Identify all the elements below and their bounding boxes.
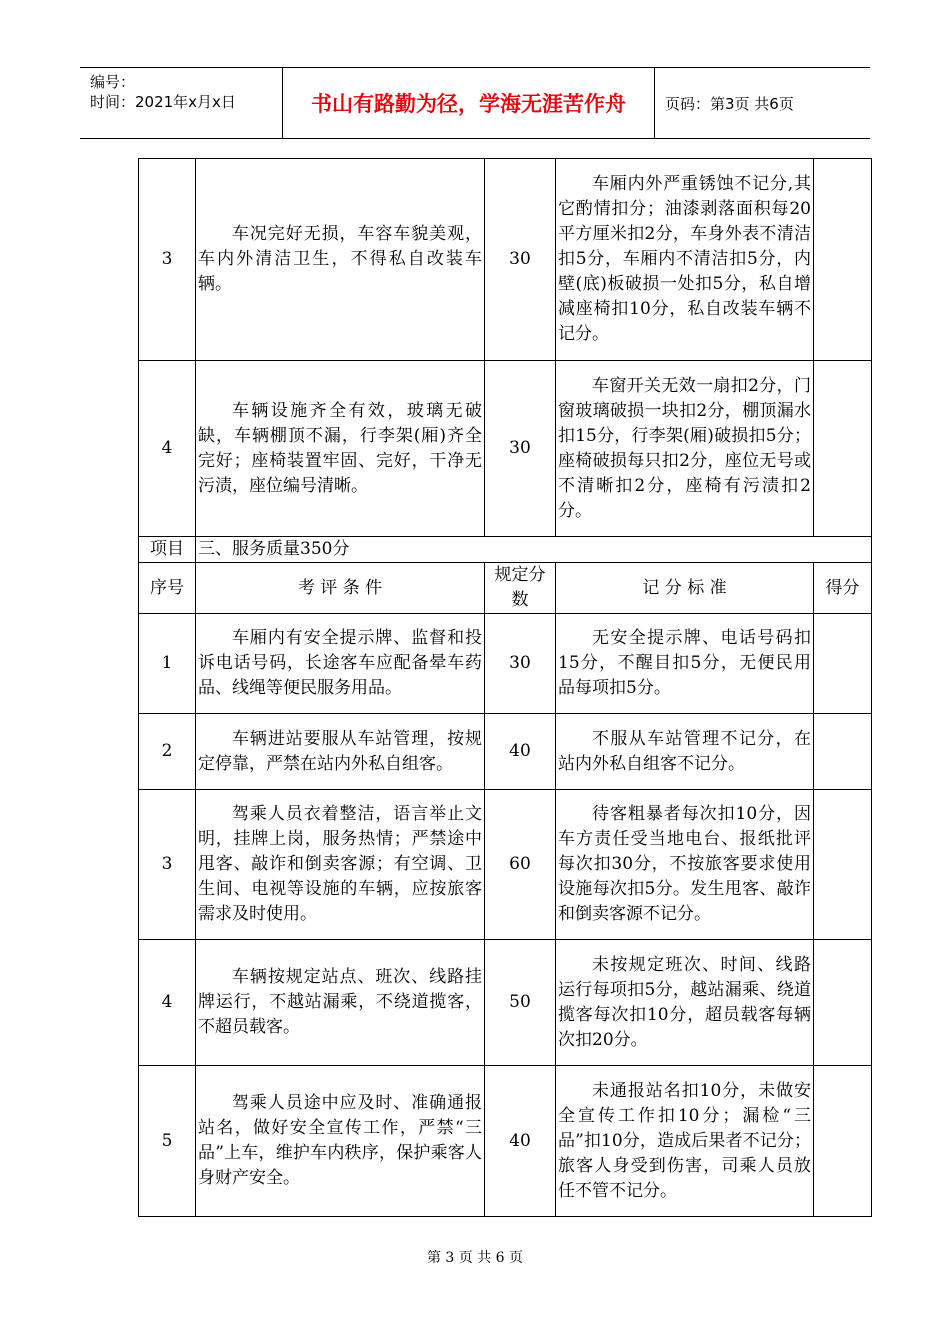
row-standard: 待客粗暴者每次扣10分，因车方责任受当地电台、报纸批评每次扣30分，不按旅客要求使用设施每次扣5分。发生甩客、敲诈和倒卖客源不记分。	[556, 790, 814, 940]
row-score: 50	[485, 940, 556, 1066]
col-header-score: 规定分数	[485, 563, 556, 614]
row-points	[814, 714, 872, 790]
row-condition: 驾乘人员衣着整洁，语言举止文明，挂牌上岗，服务热情；严禁途中甩客、敲诈和倒卖客源；有空调、卫生间、电视等设施的车辆，应按旅客需求及时使用。	[196, 790, 485, 940]
row-condition: 车辆按规定站点、班次、线路挂牌运行，不越站漏乘，不绕道揽客，不超员载客。	[196, 940, 485, 1066]
row-number: 3	[139, 790, 196, 940]
page-footer: 第 3 页 共 6 页	[426, 1250, 524, 1266]
doc-date-label: 时间：2021年x月x日	[90, 93, 236, 111]
table-row	[139, 361, 872, 537]
table-row	[139, 614, 872, 714]
header-meta	[80, 68, 283, 138]
row-score: 40	[485, 1066, 556, 1217]
row-standard: 无安全提示牌、电话号码扣15分，不醒目扣5分，无便民用品每项扣5分。	[556, 614, 814, 714]
table-row	[139, 940, 872, 1066]
row-condition: 车辆进站要服从车站管理，按规定停靠，严禁在站内外私自组客。	[196, 714, 485, 790]
row-score: 60	[485, 790, 556, 940]
row-points	[814, 790, 872, 940]
row-standard: 车窗开关无效一扇扣2分，门窗玻璃破损一块扣2分，棚顶漏水扣15分，行李架(厢)破损扣5分；座椅破损每只扣2分，座位无号或不清晰扣2分，座椅有污渍扣2分。	[556, 361, 814, 537]
table-row	[139, 1066, 872, 1217]
row-score: 30	[485, 159, 556, 361]
row-score: 30	[485, 361, 556, 537]
doc-number-label: 编号：	[90, 73, 136, 91]
row-points	[814, 159, 872, 361]
row-standard: 不服从车站管理不记分，在站内外私自组客不记分。	[556, 714, 814, 790]
col-header-points: 得分	[814, 563, 872, 614]
row-condition: 车辆设施齐全有效，玻璃无破缺，车辆棚顶不漏，行李架(厢)齐全完好；座椅装置牢固、完好，干净无污渍，座位编号清晰。	[196, 361, 485, 537]
evaluation-table	[138, 158, 872, 1217]
item-label: 项目	[139, 537, 196, 563]
row-number: 3	[139, 159, 196, 361]
row-score: 40	[485, 714, 556, 790]
section-title-row	[139, 537, 872, 563]
header-page-label: 页码：第3页 共6页	[665, 94, 794, 113]
column-header-row	[139, 563, 872, 614]
row-number: 4	[139, 940, 196, 1066]
row-condition: 车厢内有安全提示牌、监督和投诉电话号码，长途客车应配备晕车药品、线绳等便民服务用品。	[196, 614, 485, 714]
table-row	[139, 159, 872, 361]
row-number: 4	[139, 361, 196, 537]
row-standard: 车厢内外严重锈蚀不记分,其它酌情扣分；油漆剥落面积每20平方厘米扣2分，车身外表不清洁扣5分，车厢内不清洁扣5分，内壁(底)板破损一处扣5分，私自增减座椅扣10分，私自改装车辆不记分。	[556, 159, 814, 361]
row-standard: 未按规定班次、时间、线路运行每项扣5分，越站漏乘、绕道揽客每次扣10分，超员载客每辆次扣20分。	[556, 940, 814, 1066]
row-condition: 车况完好无损，车容车貌美观，车内外清洁卫生，不得私自改装车辆。	[196, 159, 485, 361]
row-points	[814, 361, 872, 537]
col-header-condition: 考 评 条 件	[196, 563, 485, 614]
col-header-standard: 记 分 标 准	[556, 563, 814, 614]
row-score: 30	[485, 614, 556, 714]
table-row	[139, 790, 872, 940]
row-points	[814, 614, 872, 714]
table-row	[139, 714, 872, 790]
row-number: 5	[139, 1066, 196, 1217]
row-number: 1	[139, 614, 196, 714]
col-header-number: 序号	[139, 563, 196, 614]
section-title: 三、服务质量350分	[196, 537, 872, 563]
row-points	[814, 1066, 872, 1217]
row-points	[814, 940, 872, 1066]
header-motto: 书山有路勤为径，学海无涯苦作舟	[283, 68, 655, 138]
row-standard: 未通报站名扣10分，未做安全宣传工作扣10分；漏检“三品”扣10分，造成后果者不记分；旅客人身受到伤害，司乘人员放任不管不记分。	[556, 1066, 814, 1217]
page-header	[80, 67, 870, 139]
row-condition: 驾乘人员途中应及时、准确通报站名，做好安全宣传工作，严禁“三品”上车，维护车内秩序，保护乘客人身财产安全。	[196, 1066, 485, 1217]
row-number: 2	[139, 714, 196, 790]
